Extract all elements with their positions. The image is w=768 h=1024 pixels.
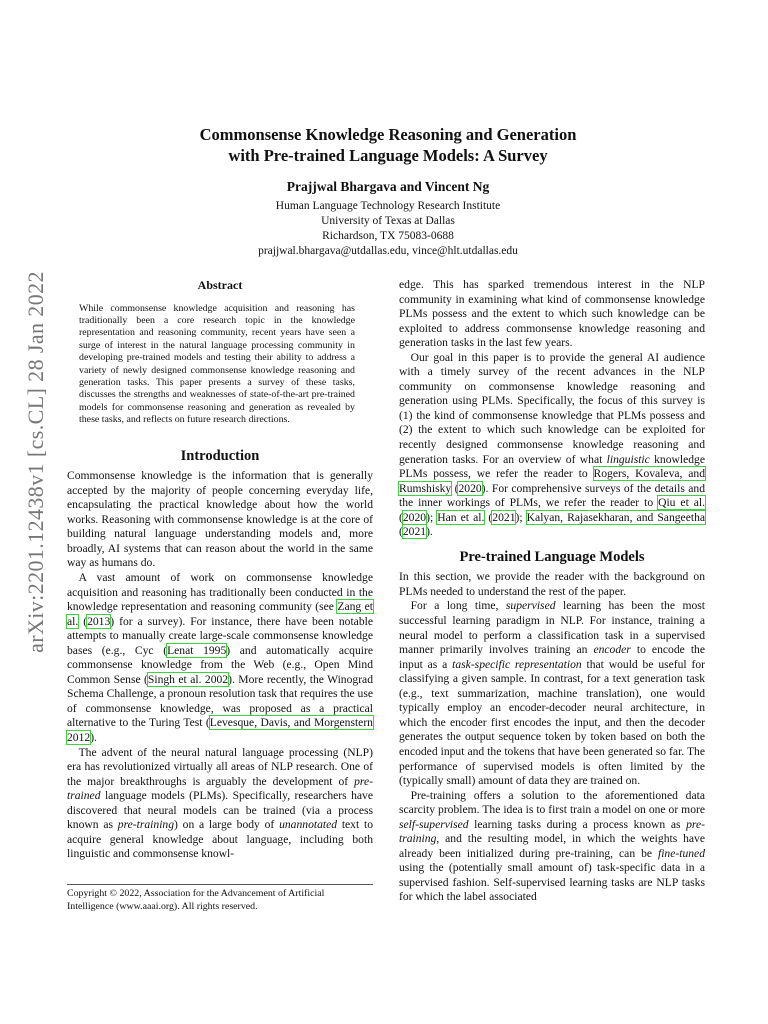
left-column <box>67 278 373 862</box>
citation-zang[interactable]: Zang et al. <box>67 600 374 628</box>
copyright-footnote: Copyright © 2022, Association for the Advancement of Artificial Intelligence (www.aaai.org). All rights reserved. <box>67 884 373 913</box>
right-column <box>399 278 705 905</box>
abstract-heading: Abstract <box>197 278 243 292</box>
ptm-paragraph-1: In this section, we provide the reader with the background on PLMs needed to understand the rest of the paper. <box>399 570 705 598</box>
abstract-text: While commonsense knowledge acquisition and reasoning has traditionally been a core research topic in the knowledge representation and reasoning community, recent years have seen a surge of interest in the natural language processing community in developing pre-trained models and testing their ability to address a variety of newly designed commonsense knowledge reasoning and generation tasks. This paper presents a survey of these tasks, discusses the strengths and weaknesses of state-of-the-art pre-trained models for commonsense reasoning and generation as revealed by these tasks, and reflects on future research directions. <box>79 302 355 426</box>
paper-header <box>70 124 706 259</box>
intro-paragraph-3: The advent of the neural natural language processing (NLP) era has revolutionized virtually all areas of NLP research. One of the major breakthroughs is arguably the development of pre-trained language models (PLMs). Specifically, researchers have discovered that neural models can be trained (via a process known as pre-training) on a large body of unannotated text to acquire general knowledge about language, including both linguistic and commonsense knowl- <box>67 745 373 861</box>
citation-singh[interactable]: Singh et al. 2002 <box>147 672 229 686</box>
introduction-heading: Introduction <box>180 447 260 464</box>
affiliation-address: Richardson, TX 75083-0688 <box>322 230 454 242</box>
title-line-2: with Pre-trained Language Models: A Survey <box>228 146 548 165</box>
citation-zang-year[interactable]: 2013 <box>87 614 111 628</box>
citation-kalyan-year[interactable]: 2021 <box>402 525 427 539</box>
citation-qiu-year[interactable]: 2020 <box>402 510 427 524</box>
ptm-paragraph-2: For a long time, supervised learning has been the most successful learning paradigm in NLP. For instance, training a neural model to perform a classification task in a supervised manner primarily involves training an encoder to encode the input as a task-specific representation that would be useful for classifying a given sample. In contrast, for a text generation task (e.g., text summarization, machine translation), one would typically employ an encoder-decoder neural architecture, in which the encoder first encodes the input, and then the decoder generates the output sequence token by token based on both the encoded input and the tokens that have been generated so far. The performance of supervised models is often limited by the (typically small) amount of data they are trained on. <box>399 599 706 788</box>
citation-lenat[interactable]: Lenat 1995 <box>167 643 227 657</box>
affiliation-institute: Human Language Technology Research Institute <box>275 200 501 212</box>
citation-han-year[interactable]: 2021 <box>492 510 516 524</box>
right-paragraph-1: edge. This has sparked tremendous interest in the NLP community in examining what kind of commonsense knowledge PLMs possess and the extent to which such knowledge can be exploited to address commonsense knowledge reasoning and generation tasks in the last few years. <box>399 278 705 350</box>
affiliation <box>70 199 706 259</box>
ptm-paragraph-3: Pre-training offers a solution to the aforementioned data scarcity problem. The idea is to first train a model on one or more self-supervised learning tasks during a process known as pre-training, and the resulting model, in which the weights have already been initialized during pre-training, can be fine-tuned using the (potentially small amount of) task-specific data in a supervised fashion. Self-supervised learning tasks are NLP tasks for which the label associated <box>399 788 705 904</box>
citation-rogers[interactable]: Rogers, Kovaleva, and Rumshisky <box>399 467 705 495</box>
arxiv-stamp: arXiv:2201.12438v1 [cs.CL] 28 Jan 2022 <box>23 271 48 653</box>
intro-paragraph-1: Commonsense knowledge is the information that is generally accepted by the majority of people concerning everyday life, encapsulating the practical knowledge about how the world works. Reasoning with commonsense knowledge is at the core of building natural language understanding models and, more broadly, AI systems that can reason about the world in the same way as humans do. <box>67 469 373 570</box>
citation-han[interactable]: Han et al. <box>437 510 485 524</box>
authors: Prajjwal Bhargava and Vincent Ng <box>286 179 490 194</box>
citation-levesque[interactable]: Levesque, Davis, and Morgenstern 2012 <box>67 716 373 744</box>
right-paragraph-2: Our goal in this paper is to provide the general AI audience with a timely survey of the recent advances in the NLP community on commonsense knowledge reasoning and generation using PLMs. Specifically, the focus of this survey is (1) the kind of commonsense knowledge that PLMs possess and (2) the extent to which such knowledge can be exploited for recently designed commonsense knowledge reasoning and generation tasks. For an overview of what linguistic knowledge PLMs possess, we refer the reader to Rogers, Kovaleva, and Rumshisky (2020). For comprehensive surveys of the details and the inner workings of PLMs, we refer the reader to Qiu et al. (2020); Han et al. (2021); Kalyan, Rajasekharan, and Sangeetha (2021). <box>399 350 706 539</box>
citation-kalyan[interactable]: Kalyan, Rajasekharan, and Sangeetha <box>526 510 706 524</box>
affiliation-emails[interactable]: prajjwal.bhargava@utdallas.edu, vince@hlt.utdallas.edu <box>258 245 518 257</box>
intro-paragraph-2: A vast amount of work on commonsense knowledge acquisition and reasoning has traditionally been conducted in the knowledge representation and reasoning community (see Zang et al. (2013) for a survey). For instance, there have been notable attempts to manually create large-scale commonsense knowledge bases (e.g., Cyc (Lenat 1995) and automatically acquire commonsense knowledge from the Web (e.g., Open Mind Common Sense (Singh et al. 2002). More recently, the Winograd Schema Challenge, a pronoun resolution task that requires the use of commonsense knowledge, was proposed as a practical alternative to the Turing Test (Levesque, Davis, and Morgenstern 2012). <box>67 570 374 744</box>
citation-qiu[interactable]: Qiu et al. <box>658 496 705 510</box>
paper-title <box>70 124 706 166</box>
citation-rogers-year[interactable]: 2020 <box>458 481 482 495</box>
title-line-1: Commonsense Knowledge Reasoning and Generation <box>199 125 577 144</box>
affiliation-university: University of Texas at Dallas <box>321 215 455 227</box>
pretrained-models-heading: Pre-trained Language Models <box>459 548 645 565</box>
